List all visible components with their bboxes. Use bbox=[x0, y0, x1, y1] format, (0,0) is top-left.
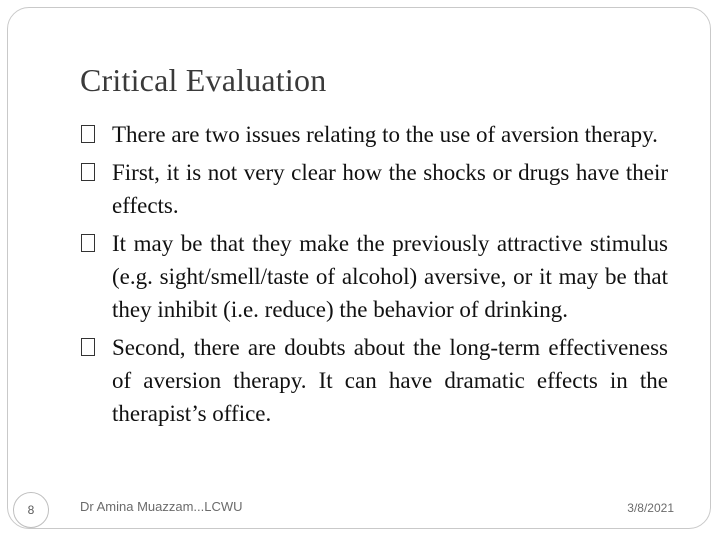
square-bullet-icon bbox=[81, 234, 95, 252]
bullet-item bbox=[112, 156, 668, 222]
bullet-item bbox=[112, 118, 668, 151]
bullet-text: Second, there are doubts about the long-term effectiveness of aversion therapy. It can have dramatic effects in the therapist’s office. bbox=[112, 335, 668, 426]
square-bullet-icon bbox=[81, 125, 95, 143]
square-bullet-icon bbox=[81, 338, 95, 356]
bullet-item bbox=[112, 331, 668, 430]
bullet-text: There are two issues relating to the use of aversion therapy. bbox=[112, 122, 658, 147]
page-number: 8 bbox=[13, 492, 49, 528]
footer-author: Dr Amina Muazzam...LCWU bbox=[80, 499, 243, 514]
bullet-list bbox=[112, 118, 668, 435]
bullet-item bbox=[112, 227, 668, 326]
footer-date: 3/8/2021 bbox=[627, 501, 674, 515]
bullet-text: It may be that they make the previously attractive stimulus (e.g. sight/smell/taste of alcohol) aversive, or it may be that they inhibit (i.e. reduce) the behavior of drinking. bbox=[112, 231, 668, 322]
bullet-text: First, it is not very clear how the shocks or drugs have their effects. bbox=[112, 160, 668, 218]
slide-title: Critical Evaluation bbox=[80, 62, 327, 98]
square-bullet-icon bbox=[81, 163, 95, 181]
